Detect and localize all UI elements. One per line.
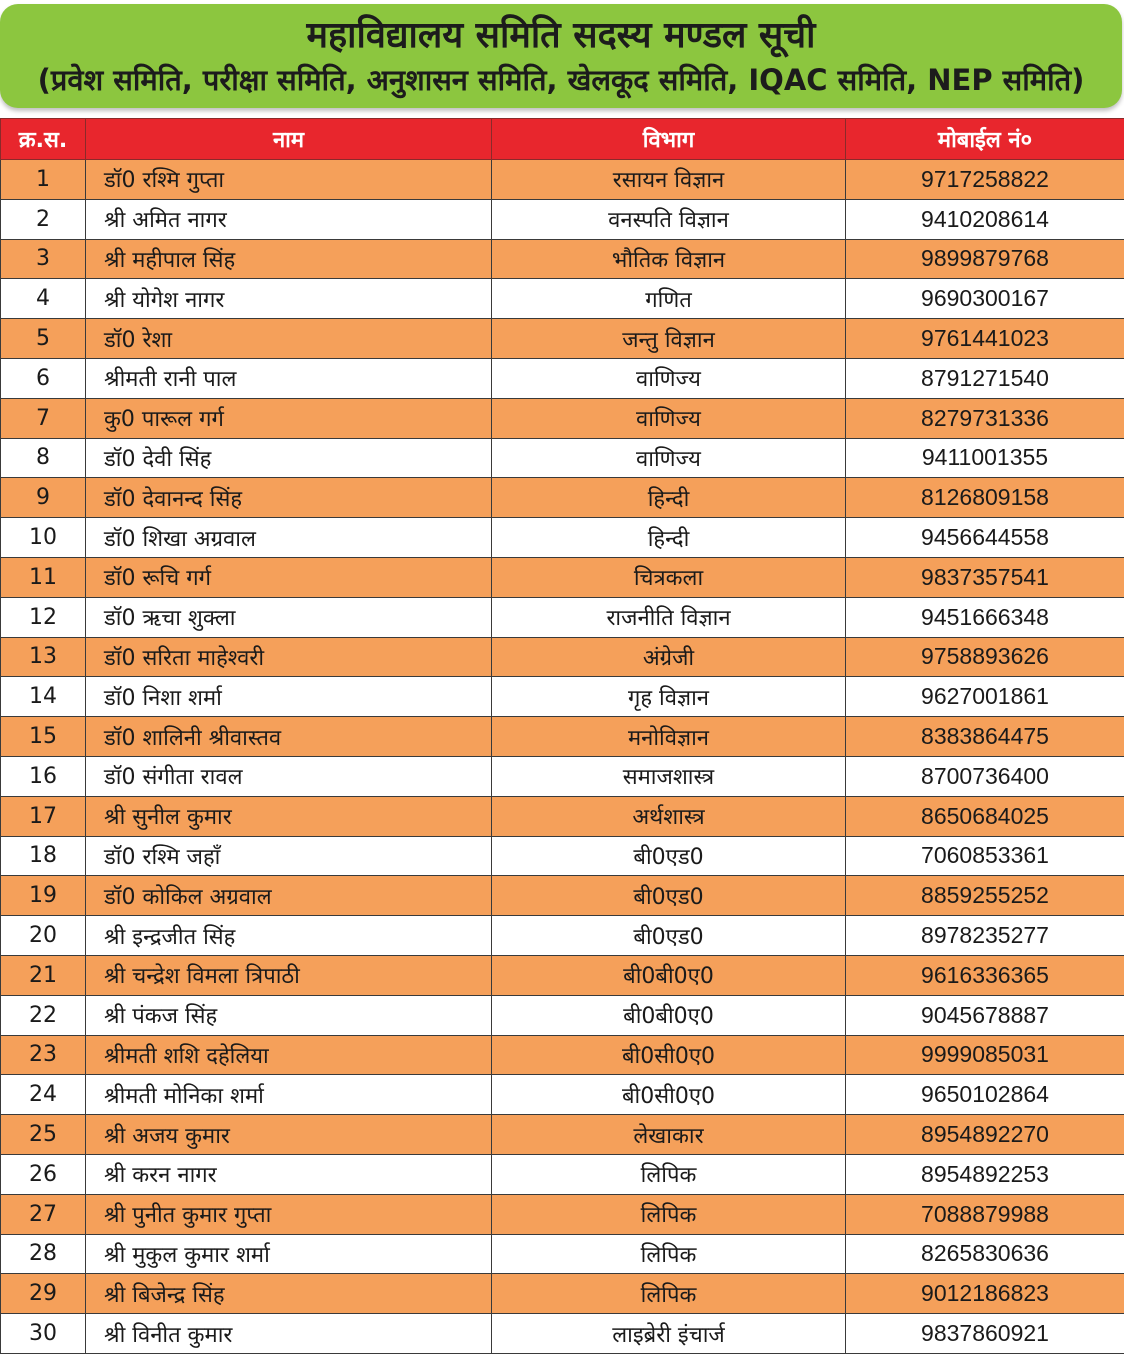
name-cell: श्रीमती शशि दहेलिया (86, 1035, 492, 1075)
department-cell: अर्थशास्त्र (492, 796, 846, 836)
name-cell: डॉ0 सरिता माहेश्वरी (86, 637, 492, 677)
page-subtitle: (प्रवेश समिति, परीक्षा समिति, अनुशासन समिति, खेलकूद समिति, IQAC समिति, NEP समिति) (0, 60, 1122, 100)
table-row (1, 995, 1124, 1035)
name-cell: श्री योगेश नागर (86, 279, 492, 319)
department-cell: बी0बी0ए0 (492, 995, 846, 1035)
serial-number-cell: 29 (1, 1274, 86, 1314)
serial-number-cell: 26 (1, 1154, 86, 1194)
table-row (1, 597, 1124, 637)
name-cell: डॉ0 देवी सिंह (86, 438, 492, 478)
department-cell: बी0एड0 (492, 836, 846, 876)
serial-number-cell: 30 (1, 1314, 86, 1354)
table-row (1, 557, 1124, 597)
mobile-cell: 9411001355 (846, 438, 1124, 478)
name-cell: डॉ0 रश्मि जहाँ (86, 836, 492, 876)
mobile-cell: 8650684025 (846, 796, 1124, 836)
department-cell: वाणिज्य (492, 398, 846, 438)
serial-number-cell: 8 (1, 438, 86, 478)
serial-number-cell: 20 (1, 916, 86, 956)
department-cell: समाजशास्त्र (492, 756, 846, 796)
table-row (1, 876, 1124, 916)
department-cell: बी0एड0 (492, 916, 846, 956)
name-cell: डॉ0 निशा शर्मा (86, 677, 492, 717)
department-cell: हिन्दी (492, 478, 846, 518)
table-row (1, 955, 1124, 995)
mobile-cell: 8700736400 (846, 756, 1124, 796)
department-cell: वनस्पति विज्ञान (492, 199, 846, 239)
serial-number-cell: 9 (1, 478, 86, 518)
table-header (1, 119, 1124, 160)
table-row (1, 717, 1124, 757)
table-row (1, 1314, 1124, 1354)
title-banner (0, 4, 1122, 108)
mobile-cell: 9761441023 (846, 319, 1124, 359)
name-cell: कु0 पारूल गर्ग (86, 398, 492, 438)
serial-number-cell: 4 (1, 279, 86, 319)
name-cell: श्री सुनील कुमार (86, 796, 492, 836)
department-cell: जन्तु विज्ञान (492, 319, 846, 359)
department-cell: बी0बी0ए0 (492, 955, 846, 995)
name-cell: श्री इन्द्रजीत सिंह (86, 916, 492, 956)
serial-number-cell: 6 (1, 358, 86, 398)
mobile-cell: 9650102864 (846, 1075, 1124, 1115)
mobile-cell: 7060853361 (846, 836, 1124, 876)
mobile-cell: 8859255252 (846, 876, 1124, 916)
mobile-cell: 7088879988 (846, 1194, 1124, 1234)
mobile-cell: 9045678887 (846, 995, 1124, 1035)
table-row (1, 916, 1124, 956)
serial-number-cell: 25 (1, 1115, 86, 1155)
committee-member-table (0, 118, 1124, 1354)
header-name: नाम (86, 119, 492, 160)
name-cell: डॉ0 रूचि गर्ग (86, 557, 492, 597)
name-cell: श्री पुनीत कुमार गुप्ता (86, 1194, 492, 1234)
mobile-cell: 8126809158 (846, 478, 1124, 518)
mobile-cell: 9456644558 (846, 518, 1124, 558)
name-cell: श्री मुकुल कुमार शर्मा (86, 1234, 492, 1274)
department-cell: चित्रकला (492, 557, 846, 597)
mobile-cell: 9012186823 (846, 1274, 1124, 1314)
mobile-cell: 8383864475 (846, 717, 1124, 757)
serial-number-cell: 17 (1, 796, 86, 836)
name-cell: श्री महीपाल सिंह (86, 239, 492, 279)
serial-number-cell: 3 (1, 239, 86, 279)
name-cell: श्री बिजेन्द्र सिंह (86, 1274, 492, 1314)
header-mobile: मोबाईल नं० (846, 119, 1124, 160)
mobile-cell: 9837860921 (846, 1314, 1124, 1354)
department-cell: वाणिज्य (492, 438, 846, 478)
department-cell: रसायन विज्ञान (492, 160, 846, 200)
mobile-cell: 9410208614 (846, 199, 1124, 239)
mobile-cell: 8954892270 (846, 1115, 1124, 1155)
serial-number-cell: 14 (1, 677, 86, 717)
department-cell: लिपिक (492, 1154, 846, 1194)
mobile-cell: 9899879768 (846, 239, 1124, 279)
mobile-cell: 8279731336 (846, 398, 1124, 438)
name-cell: श्री विनीत कुमार (86, 1314, 492, 1354)
mobile-cell: 9451666348 (846, 597, 1124, 637)
mobile-cell: 9758893626 (846, 637, 1124, 677)
table-row (1, 239, 1124, 279)
table-row (1, 160, 1124, 200)
serial-number-cell: 2 (1, 199, 86, 239)
mobile-cell: 8954892253 (846, 1154, 1124, 1194)
serial-number-cell: 5 (1, 319, 86, 359)
table-row (1, 1154, 1124, 1194)
table-row (1, 637, 1124, 677)
serial-number-cell: 28 (1, 1234, 86, 1274)
header-row (1, 119, 1124, 160)
serial-number-cell: 12 (1, 597, 86, 637)
serial-number-cell: 7 (1, 398, 86, 438)
mobile-cell: 8978235277 (846, 916, 1124, 956)
serial-number-cell: 21 (1, 955, 86, 995)
mobile-cell: 9616336365 (846, 955, 1124, 995)
name-cell: श्री चन्द्रेश विमला त्रिपाठी (86, 955, 492, 995)
table-row (1, 438, 1124, 478)
table-row (1, 279, 1124, 319)
mobile-cell: 9999085031 (846, 1035, 1124, 1075)
mobile-cell: 9627001861 (846, 677, 1124, 717)
header-department: विभाग (492, 119, 846, 160)
serial-number-cell: 1 (1, 160, 86, 200)
mobile-cell: 9690300167 (846, 279, 1124, 319)
name-cell: श्री अमित नागर (86, 199, 492, 239)
department-cell: अंग्रेजी (492, 637, 846, 677)
department-cell: लिपिक (492, 1194, 846, 1234)
serial-number-cell: 24 (1, 1075, 86, 1115)
table-row (1, 1234, 1124, 1274)
serial-number-cell: 11 (1, 557, 86, 597)
department-cell: लेखाकार (492, 1115, 846, 1155)
serial-number-cell: 18 (1, 836, 86, 876)
department-cell: भौतिक विज्ञान (492, 239, 846, 279)
table-row (1, 1075, 1124, 1115)
table-row (1, 1194, 1124, 1234)
department-cell: हिन्दी (492, 518, 846, 558)
page-title: महाविद्यालय समिति सदस्य मण्डल सूची (0, 14, 1122, 58)
table-row (1, 398, 1124, 438)
department-cell: बी0सी0ए0 (492, 1035, 846, 1075)
department-cell: गृह विज्ञान (492, 677, 846, 717)
serial-number-cell: 15 (1, 717, 86, 757)
department-cell: मनोविज्ञान (492, 717, 846, 757)
mobile-cell: 8791271540 (846, 358, 1124, 398)
mobile-cell: 9717258822 (846, 160, 1124, 200)
table-row (1, 199, 1124, 239)
table-row (1, 319, 1124, 359)
serial-number-cell: 22 (1, 995, 86, 1035)
serial-number-cell: 10 (1, 518, 86, 558)
name-cell: डॉ0 शालिनी श्रीवास्तव (86, 717, 492, 757)
serial-number-cell: 23 (1, 1035, 86, 1075)
name-cell: डॉ0 कोकिल अग्रवाल (86, 876, 492, 916)
table-row (1, 478, 1124, 518)
table-row (1, 677, 1124, 717)
table-row (1, 1035, 1124, 1075)
table-row (1, 1115, 1124, 1155)
name-cell: श्री करन नागर (86, 1154, 492, 1194)
name-cell: श्री अजय कुमार (86, 1115, 492, 1155)
department-cell: लाइब्रेरी इंचार्ज (492, 1314, 846, 1354)
name-cell: डॉ0 रेशा (86, 319, 492, 359)
table-row (1, 358, 1124, 398)
mobile-cell: 9837357541 (846, 557, 1124, 597)
department-cell: बी0एड0 (492, 876, 846, 916)
department-cell: बी0सी0ए0 (492, 1075, 846, 1115)
serial-number-cell: 27 (1, 1194, 86, 1234)
serial-number-cell: 16 (1, 756, 86, 796)
table-row (1, 836, 1124, 876)
department-cell: गणित (492, 279, 846, 319)
table-row (1, 756, 1124, 796)
mobile-cell: 8265830636 (846, 1234, 1124, 1274)
serial-number-cell: 13 (1, 637, 86, 677)
name-cell: डॉ0 रश्मि गुप्ता (86, 160, 492, 200)
name-cell: श्रीमती रानी पाल (86, 358, 492, 398)
name-cell: श्रीमती मोनिका शर्मा (86, 1075, 492, 1115)
name-cell: डॉ0 ऋचा शुक्ला (86, 597, 492, 637)
name-cell: डॉ0 संगीता रावल (86, 756, 492, 796)
table-row (1, 796, 1124, 836)
serial-number-cell: 19 (1, 876, 86, 916)
name-cell: डॉ0 शिखा अग्रवाल (86, 518, 492, 558)
department-cell: राजनीति विज्ञान (492, 597, 846, 637)
table-row (1, 1274, 1124, 1314)
department-cell: लिपिक (492, 1234, 846, 1274)
department-cell: लिपिक (492, 1274, 846, 1314)
header-serial-number: क्र.स. (1, 119, 86, 160)
table-body (1, 160, 1124, 1354)
name-cell: डॉ0 देवानन्द सिंह (86, 478, 492, 518)
name-cell: श्री पंकज सिंह (86, 995, 492, 1035)
table-row (1, 518, 1124, 558)
department-cell: वाणिज्य (492, 358, 846, 398)
